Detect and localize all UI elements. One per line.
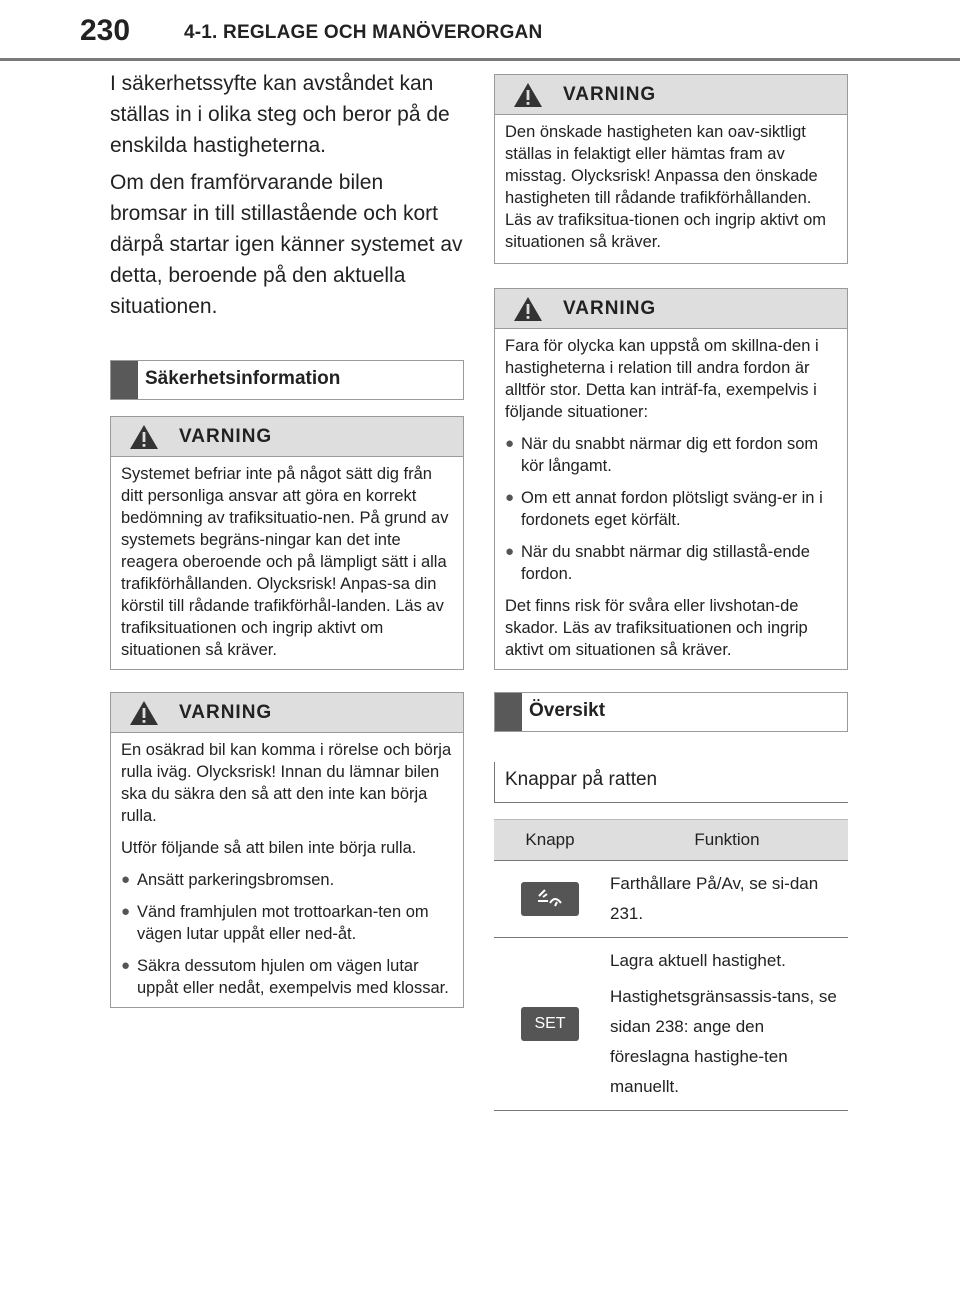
warning-triangle-icon — [513, 82, 543, 108]
set-key: SET — [521, 1007, 579, 1041]
bullet-text: När du snabbt närmar dig stillastå-ende fordon. — [521, 543, 810, 583]
intro-paragraph: I säkerhetssyfte kan avståndet kan ställas in i olika steg och beror på de enskilda hastigheterna. — [110, 72, 450, 157]
warning-text: Den önskade hastigheten kan oav-siktligt ställas in felaktigt eller hämtas fram av misstag. Olycksrisk! Anpassa den önskade hastigheten till rådande trafikförhållanden. Läs av trafiksitua-tionen och ingrip aktivt om situationen så kräver. — [505, 123, 826, 251]
warning-triangle-icon — [513, 296, 543, 322]
right-column — [494, 74, 848, 1111]
bullet-text: Ansätt parkeringsbromsen. — [137, 871, 335, 889]
bullet-icon: ● — [121, 871, 131, 888]
warning-box — [494, 74, 848, 264]
warning-box — [110, 416, 464, 670]
subheading-text: Knappar på ratten — [505, 769, 658, 790]
table-header-row — [494, 820, 848, 861]
warning-label: VARNING — [563, 84, 657, 105]
bullet-icon: ● — [505, 435, 515, 452]
bullet-text: När du snabbt närmar dig ett fordon som kör långamt. — [521, 435, 819, 475]
warning-header — [111, 417, 463, 457]
chapter-title: 4-1. REGLAGE OCH MANÖVERORGAN — [184, 22, 543, 43]
page-header — [0, 0, 960, 64]
warning-header — [495, 289, 847, 329]
bullet-item — [505, 487, 837, 531]
column-header-button: Knapp — [494, 820, 606, 861]
function-text: Hastighetsgränsassis-tans, se sidan 238: ange den föreslagna hastighe-ten manuellt. — [610, 987, 837, 1096]
function-text: Farthållare På/Av, se si-dan 231. — [610, 874, 819, 923]
function-text: Lagra aktuell hastighet. — [610, 951, 786, 970]
left-column — [110, 68, 464, 1008]
warning-text: Det finns risk för svåra eller livshotan-de skador. Läs av trafiksituationen och ingrip aktivt om situationen så kräver. — [505, 597, 808, 659]
warning-body — [111, 457, 463, 669]
bullet-item — [121, 955, 453, 999]
warning-triangle-icon — [129, 424, 159, 450]
intro-text — [110, 68, 464, 322]
button-cell — [494, 861, 606, 938]
page-number: 230 — [80, 14, 131, 47]
table-row — [494, 938, 848, 1111]
bullet-item — [505, 433, 837, 477]
table-row — [494, 861, 848, 938]
bullet-icon: ● — [505, 489, 515, 506]
section-heading-safety — [110, 360, 464, 400]
function-cell — [606, 938, 848, 1111]
warning-label: VARNING — [563, 298, 657, 319]
bullet-item — [121, 901, 453, 945]
bullet-text: Säkra dessutom hjulen om vägen lutar uppåt eller nedåt, exempelvis med klossar. — [137, 957, 449, 997]
section-title: Översikt — [529, 700, 606, 721]
warning-text: En osäkrad bil kan komma i rörelse och börja rulla iväg. Olycksrisk! Innan du lämnar bilen ska du säkra den så att den inte kan börja rulla. — [121, 741, 452, 825]
intro-paragraph: Om den framförvarande bilen bromsar in till stillastående och kort därpå startar igen känner systemet av detta, beroende på den aktuella situationen. — [110, 171, 463, 318]
warning-body — [495, 115, 847, 263]
warning-body — [495, 329, 847, 669]
warning-text: Fara för olycka kan uppstå om skillna-den i hastigheterna i relation till andra fordon är alltför stor. Detta kan inträf-fa, exempelvis i följande situationer: — [505, 337, 819, 421]
section-bar — [495, 693, 522, 731]
bullet-icon: ● — [121, 957, 131, 974]
function-cell — [606, 861, 848, 938]
bullet-item — [505, 541, 837, 585]
bullet-text: Om ett annat fordon plötsligt sväng-er in i fordonets eget körfält. — [521, 489, 823, 529]
column-header-function: Funktion — [606, 820, 848, 861]
warning-text: Utför följande så att bilen inte börja rulla. — [121, 839, 417, 857]
warning-label: VARNING — [179, 426, 273, 447]
warning-header — [495, 75, 847, 115]
header-divider — [0, 58, 960, 61]
cruise-control-icon — [521, 882, 579, 916]
section-heading-overview — [494, 692, 848, 732]
bullet-item — [121, 869, 453, 891]
button-function-table — [494, 819, 848, 1111]
bullet-text: Vänd framhjulen mot trottoarkan-ten om vägen lutar uppåt eller ned-åt. — [137, 903, 429, 943]
section-title: Säkerhetsinformation — [145, 368, 341, 389]
warning-label: VARNING — [179, 702, 273, 723]
section-bar — [111, 361, 138, 399]
bullet-icon: ● — [505, 543, 515, 560]
warning-triangle-icon — [129, 700, 159, 726]
button-cell — [494, 938, 606, 1111]
warning-box — [494, 288, 848, 670]
bullet-icon: ● — [121, 903, 131, 920]
warning-header — [111, 693, 463, 733]
warning-text: Systemet befriar inte på något sätt dig från ditt personliga ansvar att göra en korrekt bedömning av trafiksituatio-nen. På grund av systemets begräns-ningar kan det inte reagera oberoende och på lämpligt sätt i alla trafikförhållanden. Olycksrisk! Anpas-sa din körstil till rådande trafikförhål-landen. Läs av trafiksituationen och ingrip aktivt om situationen så kräver. — [121, 465, 449, 659]
warning-body — [111, 733, 463, 1007]
warning-box — [110, 692, 464, 1008]
subheading-steering-buttons — [494, 762, 848, 803]
